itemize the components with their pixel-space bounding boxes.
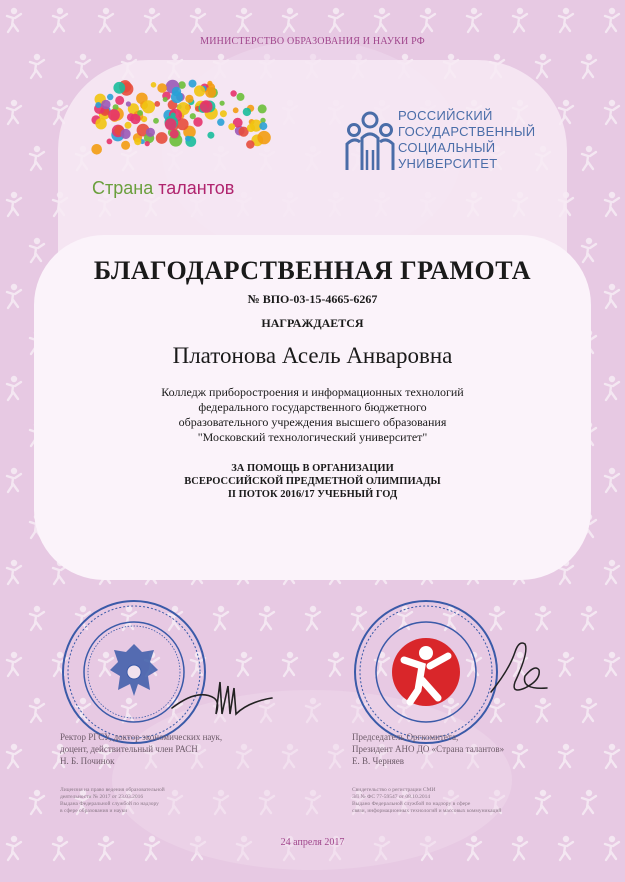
logo-dot-icon [170,129,179,138]
background-figure-icon [605,652,619,676]
logo-dot-icon [230,90,236,96]
organization-line: Колледж приборостроения и информационных технологий [161,385,464,399]
logo-dot-icon [193,117,202,126]
logo-dot-icon [145,141,150,146]
issue-date: 24 апреля 2017 [280,837,345,848]
logo-dot-icon [220,101,225,106]
logo-dot-icon [233,107,239,113]
background-figure-icon [375,8,389,32]
background-figure-icon [30,790,44,814]
logo-dot-icon [237,93,245,101]
logo-dot-icon [247,124,255,132]
background-figure-icon [7,652,21,676]
rgsu-logo-icon [340,110,400,172]
background-figure-icon [7,744,21,768]
logo-dot-icon [189,80,197,88]
logo-dot-icon [151,82,157,88]
background-figure-icon [536,790,550,814]
logo-dot-icon [190,113,196,119]
reason-line: ВСЕРОССИЙСКОЙ ПРЕДМЕТНОЙ ОЛИМПИАДЫ [184,476,441,487]
background-figure-icon [605,192,619,216]
license-line: в сфере образования и науки [60,808,128,814]
logo-dot-icon [163,97,168,102]
logo-dot-icon [107,139,113,145]
logo-word-2: талантов [158,178,235,198]
background-figure-icon [421,8,435,32]
left-signer-block [60,731,222,767]
right-signer-line: Е. В. Черняев [352,756,405,766]
rgsu-line: СОЦИАЛЬНЫЙ [398,140,496,155]
logo-dot-icon [134,138,141,145]
background-figure-icon [536,606,550,630]
right-signer-line: Председатель Оргкомитета, [352,732,459,742]
left-license-block [60,787,165,815]
right-license-block [352,787,501,815]
organization-line: образовательного учреждения высшего образования [178,415,447,429]
logo-dot-icon [142,100,155,113]
logo-dot-icon [156,132,168,144]
background-figure-icon [513,8,527,32]
background-figure-icon [605,100,619,124]
logo-dot-icon [121,129,131,139]
logo-dot-icon [108,109,120,121]
logo-dot-icon [137,110,143,116]
logo-dot-icon [95,118,106,129]
rgsu-line: РОССИЙСКИЙ [398,108,493,123]
reason-line: II ПОТОК 2016/17 УЧЕБНЫЙ ГОД [227,489,398,500]
background-figure-icon [582,146,596,170]
logo-dot-icon [185,136,191,142]
logo-dot-icon [107,94,113,100]
license-line: Выдано Федеральной службой по надзору в сфере [352,801,471,807]
rgsu-line: УНИВЕРСИТЕТ [398,156,498,171]
logo-dot-icon [185,95,193,103]
logo-dot-icon [257,131,270,144]
logo-dot-icon [205,87,216,98]
license-line: ЭЛ № ФС 77-59547 от 08.10.2014 [352,794,431,800]
background-figure-icon [559,744,573,768]
logo-dot-icon [153,118,159,124]
reason-line: ЗА ПОМОЩЬ В ОРГАНИЗАЦИИ [231,463,394,474]
background-figure-icon [53,8,67,32]
logo-dot-icon [101,100,110,109]
background-figure-icon [605,8,619,32]
license-line: связи, информационных технологий и массовых коммуникаций [352,808,502,814]
organization-line: "Московский технологический университет" [197,430,428,444]
background-figure-icon [191,8,205,32]
logo-dot-icon [115,96,124,105]
logo-dot-icon [171,113,176,118]
right-signer-line: Президент АНО ДО «Страна талантов» [352,744,505,754]
logo-dot-icon [243,108,251,116]
background-figure-icon [30,146,44,170]
left-signer-line: доцент, действительный член РАСН [60,744,198,754]
background-figure-icon [145,8,159,32]
left-signature-icon [168,668,278,724]
background-figure-icon [30,54,44,78]
right-signature-icon [485,630,555,710]
logo-dot-icon [165,118,177,130]
background-figure-icon [283,652,297,676]
logo-dot-icon [207,81,212,86]
logo-dot-icon [220,110,227,117]
award-reason [0,462,625,501]
rgsu-logo-text [398,108,535,172]
logo-dot-icon [259,122,267,130]
background-figure-icon [237,8,251,32]
logo-dot-icon [207,132,214,139]
background-figure-icon [513,744,527,768]
background-figure-icon [30,606,44,630]
logo-dot-icon [126,101,131,106]
logo-dot-icon [125,122,132,129]
logo-dot-icon [246,140,254,148]
background-figure-icon [329,8,343,32]
background-figure-icon [306,606,320,630]
logo-dot-icon [217,119,224,126]
right-official-seal-icon [352,598,500,746]
logo-dot-icon [154,101,160,107]
left-signer-line: Н. Б. Починок [60,756,115,766]
logo-dot-icon [258,104,267,113]
background-figure-icon [7,100,21,124]
background-figure-icon [329,652,343,676]
awarded-label: НАГРАЖДАЕТСЯ [261,316,364,330]
background-figure-icon [582,790,596,814]
strana-talantov-logo-text [92,178,234,199]
left-signer-line: Ректор РГСУ, доктор экономических наук, [60,732,223,742]
background-figure-icon [559,652,573,676]
background-figure-icon [283,8,297,32]
logo-dot-icon [146,128,155,137]
background-figure-icon [99,8,113,32]
license-line: деятельности № 2017 от 23.03.2016 [60,794,144,800]
ministry-header: МИНИСТЕРСТВО ОБРАЗОВАНИЯ И НАУКИ РФ [200,36,425,47]
background-figure-icon [260,606,274,630]
background-figure-icon [214,606,228,630]
logo-dot-icon [91,144,102,155]
background-figure-icon [582,606,596,630]
background-figure-icon [582,698,596,722]
license-line: Лицензия на право ведения образовательной [60,787,165,793]
logo-dot-icon [121,141,130,150]
logo-dot-icon [228,123,235,130]
right-signer-block [352,731,504,767]
background-figure-icon [582,54,596,78]
background-figure-icon [7,192,21,216]
license-line: Выдана Федеральной службой по надзору [60,801,159,807]
certificate-number: № ВПО-03-15-4665-6267 [247,292,378,306]
background-figure-icon [605,560,619,584]
background-figure-icon [605,744,619,768]
organization-line: федерального государственного бюджетного [198,400,427,414]
logo-dot-icon [200,100,213,113]
organization-block [0,385,625,445]
recipient-name: Платонова Асель Анваровна [172,343,453,368]
logo-dot-icon [194,85,205,96]
logo-dot-icon [157,83,167,93]
certificate-title: БЛАГОДАРСТВЕННАЯ ГРАМОТА [93,256,532,285]
background-figure-icon [7,8,21,32]
rgsu-line: ГОСУДАРСТВЕННЫЙ [398,124,536,139]
logo-dot-icon [95,102,101,108]
logo-word-1: Страна [92,178,154,198]
logo-dot-icon [113,82,125,94]
background-figure-icon [7,560,21,584]
logo-dot-icon [171,91,183,103]
license-line: Свидетельство о регистрации СМИ [352,787,436,793]
background-figure-icon [30,698,44,722]
background-figure-icon [536,54,550,78]
background-figure-icon [467,8,481,32]
background-figure-icon [559,8,573,32]
